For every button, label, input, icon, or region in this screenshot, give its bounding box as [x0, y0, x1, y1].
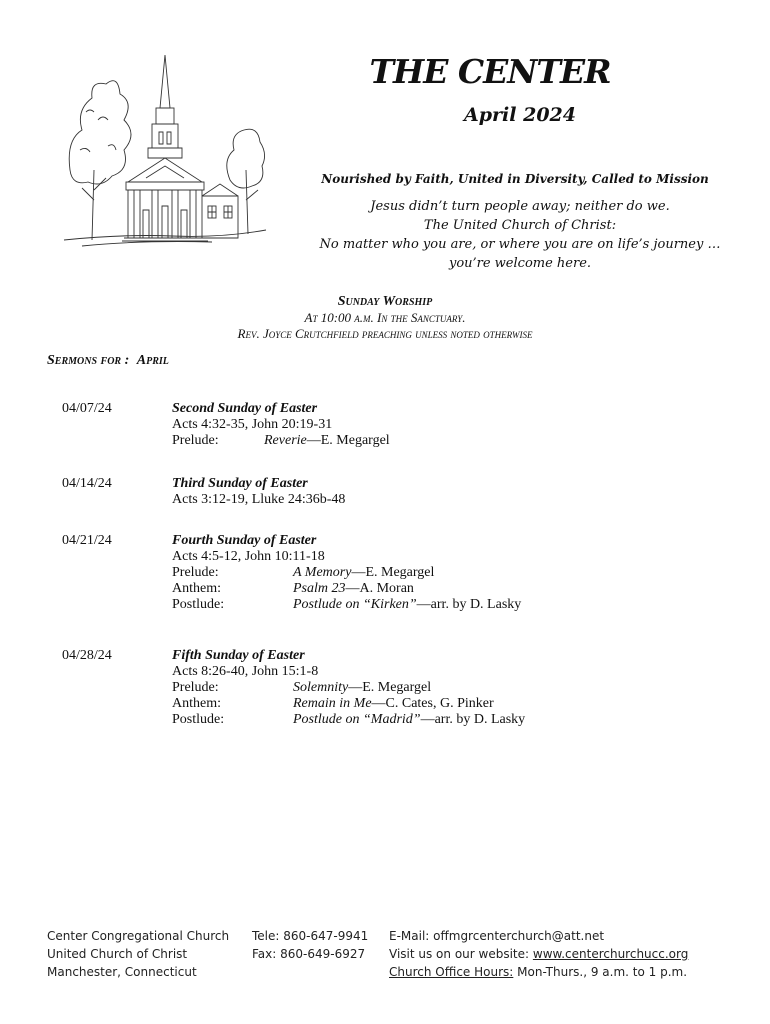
footer-denomination: United Church of Christ [47, 947, 188, 961]
sermon-details [172, 533, 732, 613]
footer-phone-info [252, 927, 368, 963]
welcome-line: The United Church of Christ: [423, 218, 617, 233]
music-row [172, 696, 732, 712]
music-role: Postlude: [172, 597, 225, 612]
church-illustration [62, 50, 267, 260]
music-row [172, 680, 732, 696]
sermon-readings: Acts 8:26-40, John 15:1-8 [172, 664, 319, 679]
worship-time: At 10:00 a.m. In the Sanctuary. [304, 310, 466, 325]
office-hours-value: Mon-Thurs., 9 a.m. to 1 p.m. [517, 965, 688, 979]
sermon-date: 04/28/24 [62, 648, 112, 663]
sermon-readings: Acts 4:5-12, John 10:11-18 [172, 549, 325, 564]
music-piece [264, 433, 390, 449]
footer-website-label: Visit us on our website: [389, 947, 530, 961]
footer-website-line [389, 945, 688, 963]
church-motto: Nourished by Faith, United in Diversity, Called to Mission [321, 172, 709, 186]
sermon-details [172, 401, 732, 449]
footer-church-name: Center Congregational Church [47, 929, 230, 943]
music-credit: —C. Cates, G. Pinker [371, 696, 494, 711]
welcome-statement [290, 197, 750, 273]
sermon-date: 04/14/24 [62, 476, 112, 491]
footer-church-info [47, 927, 229, 981]
website-link[interactable]: www.centerchurchucc.org [532, 947, 689, 961]
sermon-readings: Acts 3:12-19, Lluke 24:36b-48 [172, 492, 346, 507]
welcome-line: No matter who you are, or where you are on life’s journey … [319, 237, 721, 252]
welcome-line: you’re welcome here. [448, 256, 592, 271]
music-credit: —E. Megargel [351, 565, 435, 580]
music-row [172, 597, 732, 613]
music-role: Postlude: [172, 712, 225, 727]
music-credit: —arr. by D. Lasky [416, 597, 522, 612]
welcome-line: Jesus didn’t turn people away; neither do we. [370, 199, 670, 214]
footer-email: E-Mail: offmgrcenterchurch@att.net [389, 929, 605, 943]
music-work: Postlude on “Madrid” [293, 712, 421, 727]
office-hours-label: Church Office Hours: [389, 965, 514, 979]
sermon-readings: Acts 4:32-35, John 20:19-31 [172, 417, 333, 432]
footer-location: Manchester, Connecticut [47, 965, 197, 979]
music-work: Postlude on “Kirken” [293, 597, 417, 612]
music-credit: —E. Megargel [348, 680, 432, 695]
music-piece [293, 680, 431, 696]
music-role: Prelude: [172, 565, 219, 580]
music-work: Remain in Me [293, 696, 372, 711]
sermon-details [172, 476, 732, 508]
sermons-heading [47, 353, 169, 369]
footer-fax: Fax: 860-649-6927 [252, 947, 366, 961]
music-piece [293, 597, 521, 613]
worship-title: Sunday Worship [337, 294, 433, 309]
music-row [172, 433, 732, 449]
music-work: Solemnity [293, 680, 349, 695]
music-credit: —A. Moran [345, 581, 414, 596]
sermon-title: Fifth Sunday of Easter [172, 648, 305, 663]
footer-office-hours-line [389, 963, 688, 981]
music-credit: —E. Megargel [306, 433, 390, 448]
sermon-date: 04/07/24 [62, 401, 112, 416]
music-role: Anthem: [172, 696, 221, 711]
sermons-heading-label: Sermons for : [47, 353, 130, 368]
sermon-title: Third Sunday of Easter [172, 476, 308, 491]
music-role: Anthem: [172, 581, 221, 596]
sermon-date: 04/21/24 [62, 533, 112, 548]
newsletter-month: April 2024 [464, 104, 576, 126]
music-credit: —arr. by D. Lasky [420, 712, 526, 727]
newsletter-title: THE CENTER [369, 52, 611, 91]
music-piece [293, 581, 414, 597]
sermons-heading-month: April [136, 353, 169, 368]
music-role: Prelude: [172, 680, 219, 695]
music-piece [293, 696, 494, 712]
music-piece [293, 712, 525, 728]
footer-contact-info [389, 927, 688, 981]
music-row [172, 581, 732, 597]
footer-telephone: Tele: 860-647-9941 [252, 929, 369, 943]
sermon-title: Fourth Sunday of Easter [172, 533, 317, 548]
sermon-title: Second Sunday of Easter [172, 401, 318, 416]
worship-preacher: Rev. Joyce Crutchfield preaching unless noted otherwise [237, 326, 533, 341]
music-piece [293, 565, 434, 581]
music-work: Reverie [264, 433, 307, 448]
music-role: Prelude: [172, 433, 219, 448]
music-work: A Memory [293, 565, 352, 580]
music-row [172, 565, 732, 581]
music-row [172, 712, 732, 728]
sermon-details [172, 648, 732, 728]
music-work: Psalm 23 [293, 581, 346, 596]
sunday-worship-block [0, 294, 770, 342]
